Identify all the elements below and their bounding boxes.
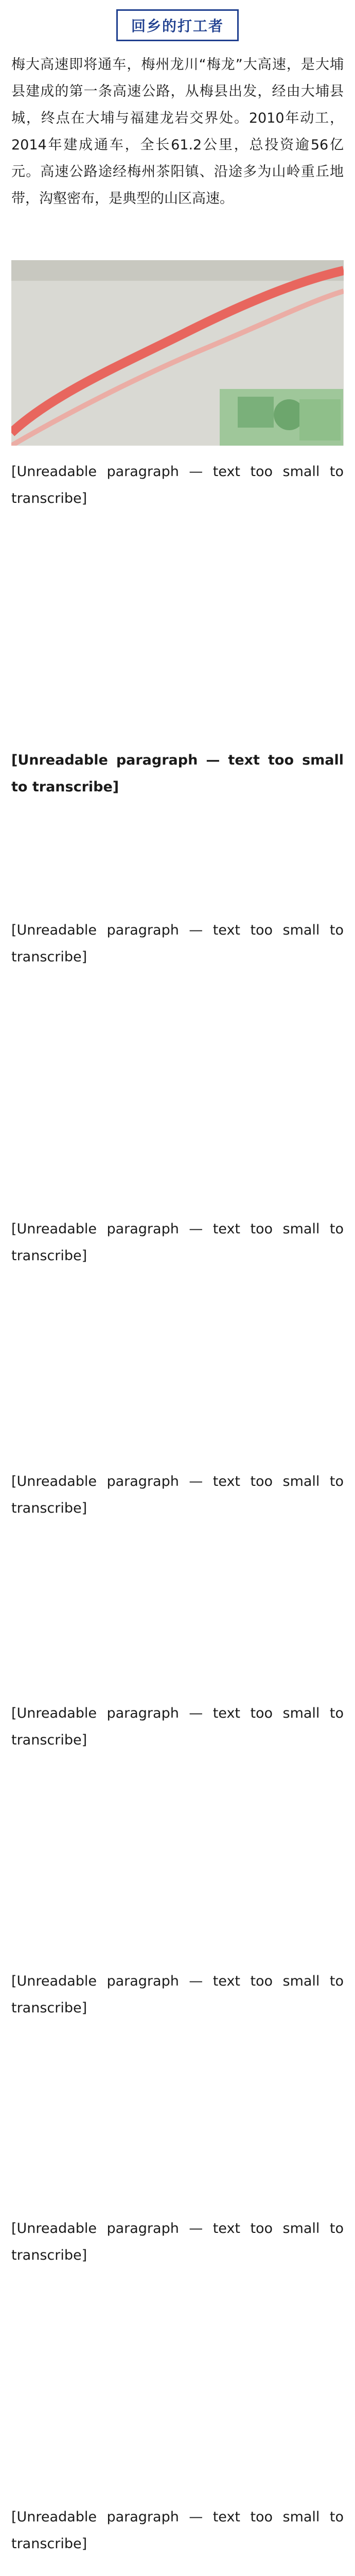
paragraph-3: [Unreadable paragraph — text too small to transcribe] <box>11 752 344 795</box>
map-graphic <box>11 260 344 446</box>
paragraph-1: 梅大高速即将通车，梅州龙川“梅龙”大高速，是大埔县建成的第一条高速公路，从梅县出发，经由大埔县城，终点在大埔与福建龙岩交界处。2010年动工，2014年建成通车，全长61.2公里，总投资逾56亿元。高速公路途经梅州茶阳镇、沿途多为山岭重丘地带，沟壑密布，是典型的山区高速。 <box>11 57 344 207</box>
paragraph-4: [Unreadable paragraph — text too small to transcribe] <box>11 922 344 965</box>
paragraph-10: [Unreadable paragraph — text too small to transcribe] <box>11 2509 344 2552</box>
paragraph-8: [Unreadable paragraph — text too small to transcribe] <box>11 1973 344 2016</box>
article-title: 回乡的打工者 <box>116 9 239 41</box>
paragraph-6: [Unreadable paragraph — text too small to transcribe] <box>11 1473 344 1516</box>
paragraph-5: [Unreadable paragraph — text too small to transcribe] <box>11 1221 344 1264</box>
title-bar <box>0 0 355 46</box>
paragraph-9: [Unreadable paragraph — text too small to transcribe] <box>11 2221 344 2263</box>
route-map-image <box>11 260 344 446</box>
paragraph-2: [Unreadable paragraph — text too small to transcribe] <box>11 464 344 506</box>
paragraph-7: [Unreadable paragraph — text too small to transcribe] <box>11 1705 344 1748</box>
